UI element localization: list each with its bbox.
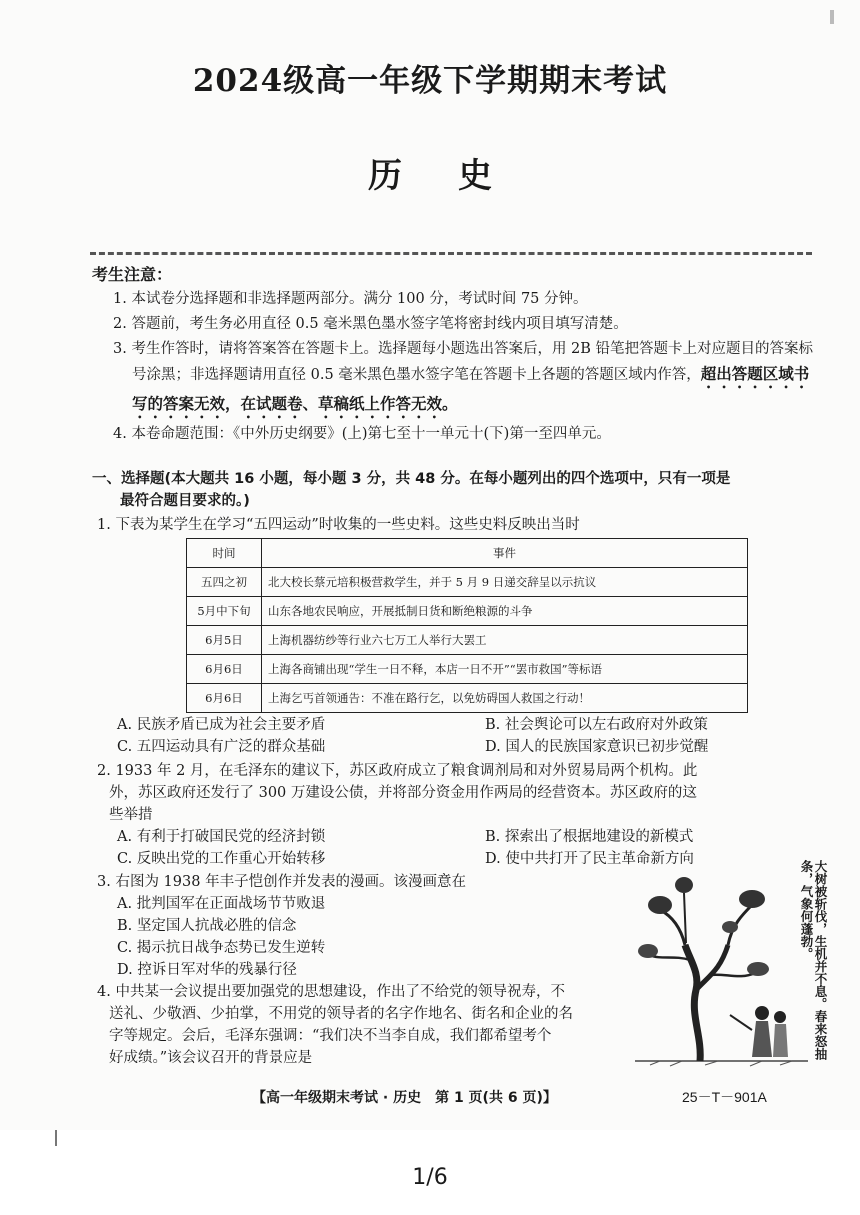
table-header: 事件 bbox=[262, 539, 748, 568]
q2-stem-line: 2. 1933 年 2 月，在毛泽东的建议下，苏区政府成立了粮食调剂局和对外贸易局两个机构。此 bbox=[97, 763, 698, 779]
section-heading bbox=[92, 468, 817, 512]
notice-item-text: 3. 考生作答时，请将答案答在答题卡上。选择题每小题选出答案后，用 2B 铅笔把答题卡上对应题目的答案标号涂黑；非选择题请用直径 0.5 毫米黑色墨水签字笔在答题卡上各题的答题区域内作答， bbox=[113, 341, 814, 383]
table-header: 时间 bbox=[187, 539, 262, 568]
page-footer: 【高一年级期末考试 · 历史 第 1 页(共 6 页)】 bbox=[252, 1090, 557, 1106]
table-cell-time: 五四之初 bbox=[187, 568, 262, 597]
q2-stem-line: 外，苏区政府还发行了 300 万建设公债，并将部分资金用作两局的经营资本。苏区政府的这 bbox=[109, 785, 697, 801]
scan-mark bbox=[830, 10, 834, 24]
q4-stem-line: 4. 中共某一会议提出要加强党的思想建设，作出了不给党的领导祝寿，不 bbox=[97, 984, 565, 1000]
option-a: A. 有利于打破国民党的经济封锁 bbox=[117, 829, 326, 845]
table-row bbox=[187, 626, 748, 655]
exam-title: 2024级高一年级下学期期末考试 bbox=[192, 63, 668, 99]
option-row bbox=[117, 714, 817, 736]
section-heading-text: 一、选择题(本大题共 16 小题，每小题 3 分，共 48 分。在每小题列出的四个选项中，只有一项是 bbox=[92, 471, 731, 487]
option-d: D. 使中共打开了民主革命新方向 bbox=[485, 851, 694, 867]
table-cell-event: 上海机器纺纱等行业六七万工人举行大罢工 bbox=[262, 626, 748, 655]
binding-mark bbox=[55, 1130, 57, 1146]
q4-stem-line: 字等规定。会后，毛泽东强调：“我们决不当李自成，我们都希望考个 bbox=[109, 1028, 552, 1044]
notice-heading: 考生注意： bbox=[92, 265, 173, 284]
option-c: C. 反映出党的工作重心开始转移 bbox=[117, 851, 326, 867]
table-cell-event: 北大校长蔡元培积极营救学生，并于 5 月 9 日递交辞呈以示抗议 bbox=[262, 568, 748, 597]
question-3-stem: 3. 右图为 1938 年丰子恺创作并发表的漫画。该漫画意在 bbox=[97, 874, 467, 890]
page-indicator: 1/6 bbox=[412, 1165, 448, 1190]
table-cell-event: 山东各地农民响应，开展抵制日货和断绝粮源的斗争 bbox=[262, 597, 748, 626]
notice-item: 1. 本试卷分选择题和非选择题两部分。满分 100 分，考试时间 75 分钟。 bbox=[113, 291, 588, 307]
table-row bbox=[187, 684, 748, 713]
cartoon-caption: 大树被斩伐，生机并不息。春来怒抽条，气象何蓬勃。 bbox=[799, 860, 828, 1060]
notice-item: 2. 答题前，考生务必用直径 0.5 毫米黑色墨水签字笔将密封线内项目填写清楚。 bbox=[113, 316, 628, 332]
table-row bbox=[187, 597, 748, 626]
option-a: A. 批判国军在正面战场节节败退 bbox=[117, 896, 326, 912]
q1-options bbox=[117, 714, 817, 758]
option-a: A. 民族矛盾已成为社会主要矛盾 bbox=[117, 717, 326, 733]
q2-stem-line: 些举措 bbox=[109, 807, 153, 823]
option-row bbox=[117, 736, 817, 758]
section-heading-cont: 最符合题目要求的。) bbox=[120, 493, 250, 509]
table-row bbox=[187, 568, 748, 597]
table-row bbox=[187, 655, 748, 684]
notice-block bbox=[92, 262, 822, 447]
table-cell-event: 上海乞丐首领通告：不准在路行乞，以免妨碍国人救国之行动！ bbox=[262, 684, 748, 713]
q1-table bbox=[186, 538, 748, 713]
paper-code: 25－T－901A bbox=[682, 1089, 767, 1105]
cartoon-illustration bbox=[630, 865, 810, 1070]
question-2-stem bbox=[97, 760, 817, 826]
table-cell-time: 6月6日 bbox=[187, 655, 262, 684]
option-c: C. 揭示抗日战争态势已发生逆转 bbox=[117, 940, 326, 956]
table-header-row bbox=[187, 539, 748, 568]
notice-item: 4. 本卷命题范围：《中外历史纲要》(上)第七至十一单元十(下)第一至四单元。 bbox=[113, 426, 611, 442]
divider bbox=[90, 252, 812, 255]
q2-options bbox=[117, 826, 817, 870]
option-b: B. 探索出了根据地建设的新模式 bbox=[485, 829, 694, 845]
option-d: D. 国人的民族国家意识已初步觉醒 bbox=[485, 739, 709, 755]
option-d: D. 控诉日军对华的残暴行径 bbox=[117, 962, 297, 978]
notice-emphasis: 超出答题区域书写的答案无效，在试题卷、草稿纸上作答无效。 bbox=[132, 365, 810, 413]
option-row bbox=[117, 826, 817, 848]
option-b: B. 坚定国人抗战必胜的信念 bbox=[117, 918, 297, 934]
q4-stem-line: 送礼、少敬酒、少拍掌，不用党的领导者的名字作地名、街名和企业的名 bbox=[109, 1006, 573, 1022]
table-cell-time: 6月5日 bbox=[187, 626, 262, 655]
table-cell-event: 上海各商铺出现“学生一日不释，本店一日不开”“罢市救国”等标语 bbox=[262, 655, 748, 684]
notice-item bbox=[92, 337, 822, 422]
option-c: C. 五四运动具有广泛的群众基础 bbox=[117, 739, 326, 755]
subject-title: 历史 bbox=[368, 156, 548, 196]
table-cell-time: 6月6日 bbox=[187, 684, 262, 713]
question-1-stem: 1. 下表为某学生在学习“五四运动”时收集的一些史料。这些史料反映出当时 bbox=[97, 517, 580, 533]
table-cell-time: 5月中下旬 bbox=[187, 597, 262, 626]
question-4-stem bbox=[97, 981, 642, 1069]
q4-stem-line: 好成绩。”该会议召开的背景应是 bbox=[109, 1050, 313, 1066]
option-b: B. 社会舆论可以左右政府对外政策 bbox=[485, 717, 708, 733]
